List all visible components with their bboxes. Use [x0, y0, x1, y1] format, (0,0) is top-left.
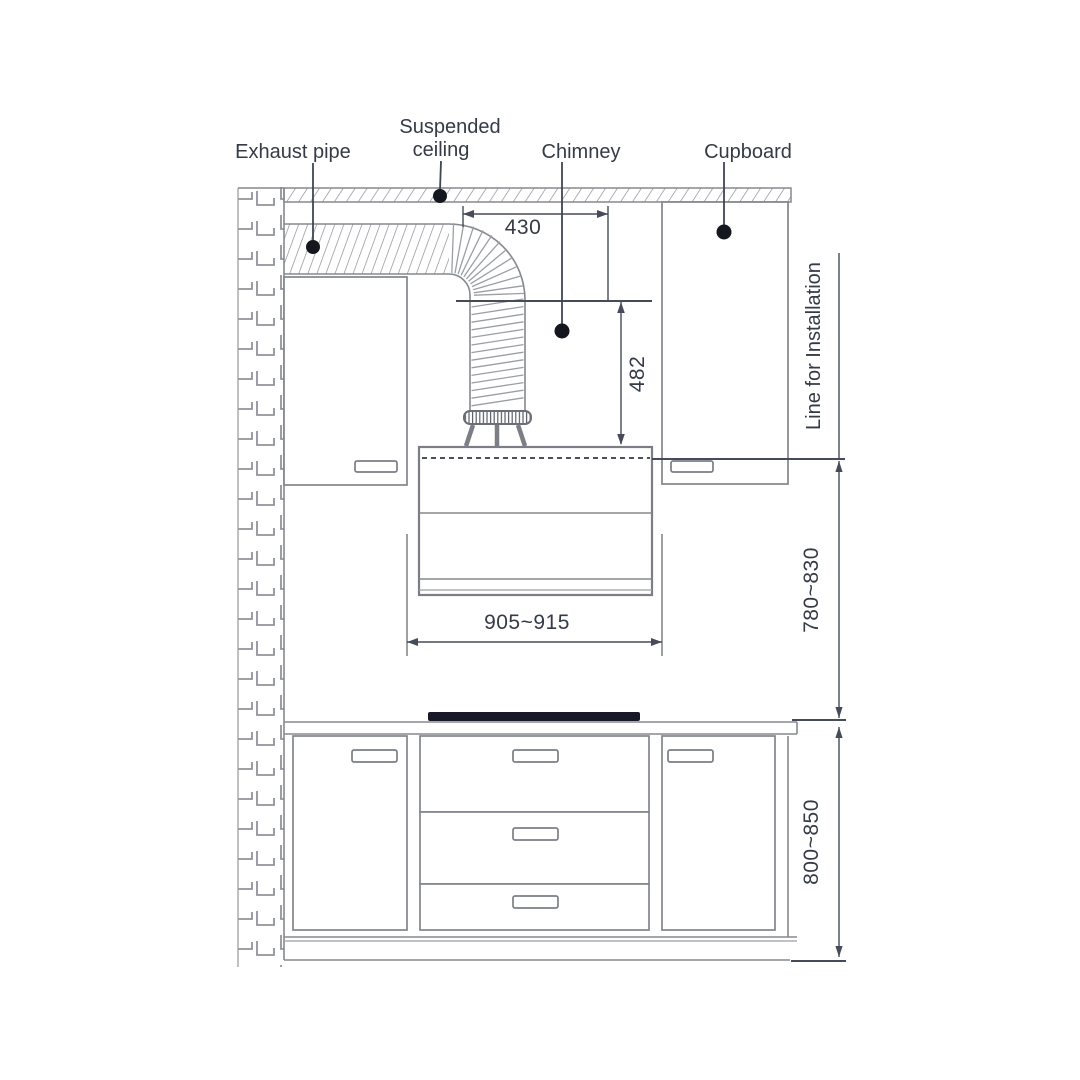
- suspended-ceiling-label-line1: Suspended: [399, 116, 501, 138]
- drawer-handle: [513, 750, 558, 762]
- cupboard-label: Cupboard: [704, 141, 792, 163]
- cabinet-handle: [355, 461, 397, 472]
- dim-780-830-label: 780~830: [800, 547, 823, 633]
- brick-wall: [238, 187, 284, 967]
- leader-dot: [555, 324, 570, 339]
- chimney-hood: [419, 447, 652, 595]
- door-handle: [668, 750, 713, 762]
- cupboard-handle: [671, 461, 713, 472]
- duct-collar: [464, 411, 531, 424]
- drawer-handle: [513, 828, 558, 840]
- dimension-780-830: [792, 461, 846, 720]
- drawer-handle: [513, 896, 558, 908]
- leader-dot: [717, 225, 732, 240]
- dim-800-850-label: 800~850: [800, 799, 823, 885]
- duct-vertical-hatch: [472, 299, 524, 406]
- door-handle: [352, 750, 397, 762]
- dim-482-label: 482: [626, 355, 649, 393]
- base-door-left: [293, 736, 407, 930]
- wall-cabinet-left: [284, 277, 407, 485]
- dimension-482: [617, 302, 649, 445]
- base-drawer-2: [420, 812, 649, 884]
- exhaust-pipe-label: Exhaust pipe: [235, 141, 351, 163]
- dim-905-915-label: 905~915: [484, 611, 570, 634]
- dimension-installation-leader: [803, 253, 839, 459]
- suspended-ceiling-label-line2: ceiling: [412, 139, 470, 161]
- duct-bend-inner-arc: [449, 274, 470, 295]
- base-drawer-1: [420, 736, 649, 812]
- dimension-800-850: [791, 727, 846, 961]
- base-door-right: [662, 736, 775, 930]
- collar-legs: [466, 425, 525, 446]
- chimney-label: Chimney: [541, 141, 621, 163]
- base-cabinet: [284, 712, 797, 960]
- suspended-ceiling: [238, 188, 791, 202]
- installation-line-label: Line for Installation: [803, 262, 825, 430]
- leader-dot: [306, 240, 320, 254]
- leader-dot: [433, 189, 447, 203]
- cupboard-right: [662, 202, 788, 484]
- dim-430-label: 430: [504, 216, 542, 239]
- cooktop: [428, 712, 640, 721]
